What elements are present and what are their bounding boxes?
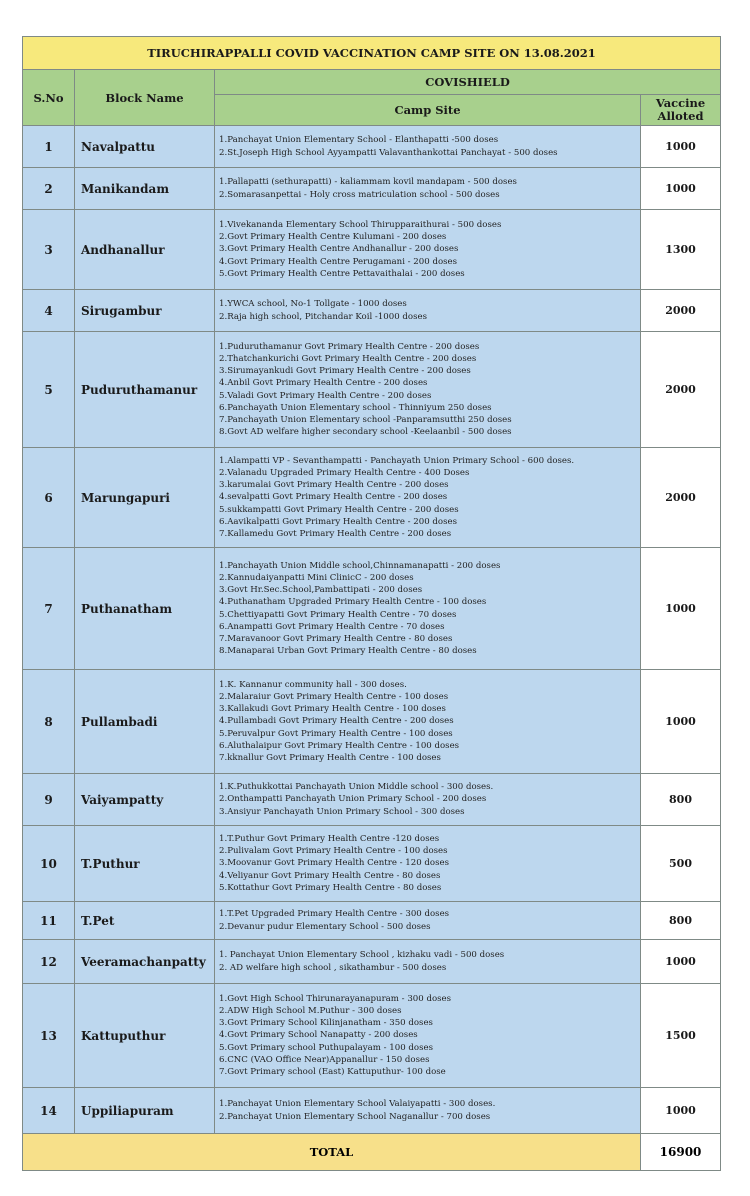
row-vaccine-alloted: 1000 [641, 940, 721, 984]
row-block-name: T.Puthur [75, 826, 215, 902]
camp-site-line: 4.Pullambadi Govt Primary Health Centre - 200 doses [219, 716, 454, 727]
camp-site-line: 2.Somarasanpettai - Holy cross matriculation school - 500 doses [219, 189, 500, 200]
header-camp-site: Camp Site [215, 95, 641, 126]
table-row [23, 332, 721, 448]
camp-site-table [22, 36, 721, 1171]
table-row [23, 902, 721, 940]
table-row [23, 548, 721, 670]
camp-site-line: 1.Alampatti VP - Sevanthampatti - Panchayath Union Primary School - 600 doses. [219, 456, 575, 467]
camp-site-line: 1.Puduruthamanur Govt Primary Health Centre - 200 doses [219, 342, 480, 353]
camp-site-line: 6.Panchayath Union Elementary school - Thinniyum 250 doses [219, 402, 492, 413]
row-camp-sites [215, 774, 641, 826]
row-sno: 1 [23, 126, 75, 168]
table-row [23, 168, 721, 210]
row-vaccine-alloted: 1000 [641, 1088, 721, 1134]
header-covishield: COVISHIELD [215, 70, 721, 95]
table-row [23, 984, 721, 1088]
row-camp-sites [215, 168, 641, 210]
camp-site-line: 4.sevalpatti Govt Primary Health Centre - 200 doses [219, 492, 448, 503]
row-vaccine-alloted: 1000 [641, 670, 721, 774]
row-vaccine-alloted: 2000 [641, 448, 721, 548]
camp-site-line: 1.Vivekananda Elementary School Thirupparaithurai - 500 doses [219, 220, 502, 231]
row-vaccine-alloted: 800 [641, 774, 721, 826]
camp-site-line: 6.Anampatti Govt Primary Health Centre - 70 doses [219, 621, 445, 632]
vaccination-camp-sheet [22, 36, 720, 1171]
camp-site-line: 3.Govt Primary School Kilinjanatham - 350 doses [219, 1018, 433, 1029]
camp-site-line: 1.T.Pet Upgraded Primary Health Centre - 300 doses [219, 909, 450, 920]
camp-site-line: 4.Govt Primary School Nanapatty - 200 doses [219, 1030, 418, 1041]
camp-site-line: 2.Pulivalam Govt Primary Health Centre - 100 doses [219, 846, 448, 857]
total-label: TOTAL [23, 1134, 641, 1171]
row-camp-sites [215, 826, 641, 902]
row-sno: 12 [23, 940, 75, 984]
row-camp-sites [215, 1088, 641, 1134]
camp-site-line: 5.sukkampatti Govt Primary Health Centre - 200 doses [219, 504, 459, 515]
camp-site-line: 5.Peruvalpur Govt Primary Health Centre - 100 doses [219, 728, 453, 739]
camp-site-line: 3.Govt Hr.Sec.School,Pambattipati - 200 doses [219, 585, 423, 596]
camp-site-line: 6.Aluthalaipur Govt Primary Health Centre - 100 doses [219, 740, 460, 751]
table-row [23, 1088, 721, 1134]
camp-site-line: 1.Panchayath Union Middle school,Chinnamanapatti - 200 doses [219, 561, 501, 572]
row-sno: 2 [23, 168, 75, 210]
camp-site-line: 2.Thatchankurichi Govt Primary Health Centre - 200 doses [219, 354, 477, 365]
header-vaccine-alloted: Vaccine Alloted [641, 95, 721, 126]
table-row [23, 940, 721, 984]
table-row [23, 210, 721, 290]
row-camp-sites [215, 548, 641, 670]
camp-site-line: 7.kknallur Govt Primary Health Centre - 100 doses [219, 752, 441, 763]
row-block-name: Vaiyampatty [75, 774, 215, 826]
camp-site-line: 2.Malaraiur Govt Primary Health Centre - 100 doses [219, 692, 449, 703]
row-sno: 9 [23, 774, 75, 826]
row-block-name: Veeramachanpatty [75, 940, 215, 984]
row-vaccine-alloted: 1000 [641, 168, 721, 210]
camp-site-line: 4.Govt Primary Health Centre Perugamani - 200 doses [219, 256, 458, 267]
camp-site-line: 1.YWCA school, No-1 Tollgate - 1000 doses [219, 299, 407, 310]
camp-site-line: 2.Govt Primary Health Centre Kulumani - 200 doses [219, 232, 447, 243]
row-sno: 8 [23, 670, 75, 774]
row-sno: 14 [23, 1088, 75, 1134]
row-block-name: Navalpattu [75, 126, 215, 168]
total-row [23, 1134, 721, 1171]
camp-site-line: 1.Panchayat Union Elementary School - Elanthapatti -500 doses [219, 135, 499, 146]
camp-site-line: 2.Onthampatti Panchayath Union Primary School - 200 doses [219, 794, 487, 805]
row-camp-sites [215, 940, 641, 984]
row-camp-sites [215, 448, 641, 548]
camp-site-line: 1.T.Puthur Govt Primary Health Centre -120 doses [219, 834, 440, 845]
camp-site-line: 1.K.Puthukkottai Panchayath Union Middle school - 300 doses. [219, 782, 494, 793]
camp-site-line: 3.Govt Primary Health Centre Andhanallur - 200 doses [219, 244, 459, 255]
camp-site-line: 2.St.Joseph High School Ayyampatti Valavanthankottai Panchayat - 500 doses [219, 147, 558, 158]
row-vaccine-alloted: 1500 [641, 984, 721, 1088]
table-row [23, 290, 721, 332]
camp-site-line: 2.Panchayat Union Elementary School Naganallur - 700 doses [219, 1111, 491, 1122]
row-camp-sites [215, 210, 641, 290]
camp-site-line: 1.Govt High School Thirunarayanapuram - 300 doses [219, 994, 452, 1005]
camp-site-line: 1.Pallapatti (sethurapatti) - kaliammam kovil mandapam - 500 doses [219, 177, 517, 188]
row-block-name: Uppiliapuram [75, 1088, 215, 1134]
camp-site-line: 2.ADW High School M.Puthur - 300 doses [219, 1006, 402, 1017]
row-camp-sites [215, 290, 641, 332]
row-camp-sites [215, 670, 641, 774]
camp-site-line: 6.Aavikalpatti Govt Primary Health Centre - 200 doses [219, 516, 458, 527]
camp-site-line: 8.Manaparai Urban Govt Primary Health Centre - 80 doses [219, 645, 477, 656]
header-block-name: Block Name [75, 70, 215, 126]
camp-site-line: 5.Kottathur Govt Primary Health Centre - 80 doses [219, 882, 442, 893]
camp-site-line: 6.CNC (VAO Office Near)Appanallur - 150 doses [219, 1054, 430, 1065]
camp-site-line: 3.Sirumayankudi Govt Primary Health Centre - 200 doses [219, 366, 471, 377]
camp-site-line: 1. Panchayat Union Elementary School , kizhaku vadi - 500 doses [219, 950, 505, 961]
camp-site-line: 7.Kallamedu Govt Primary Health Centre - 200 doses [219, 528, 452, 539]
camp-site-line: 1.K. Kannanur community hall - 300 doses. [219, 680, 407, 691]
camp-site-line: 7.Panchayath Union Elementary school -Panparamsutthi 250 doses [219, 414, 512, 425]
camp-site-line: 3.Kallakudi Govt Primary Health Centre - 100 doses [219, 704, 446, 715]
camp-site-line: 7.Maravanoor Govt Primary Health Centre - 80 doses [219, 633, 453, 644]
table-row [23, 670, 721, 774]
sheet-title: TIRUCHIRAPPALLI COVID VACCINATION CAMP SITE ON 13.08.2021 [23, 37, 721, 70]
row-vaccine-alloted: 2000 [641, 290, 721, 332]
camp-site-line: 5.Chettiyapatti Govt Primary Health Centre - 70 doses [219, 609, 457, 620]
row-camp-sites [215, 902, 641, 940]
row-block-name: Puthanatham [75, 548, 215, 670]
camp-site-line: 3.karumalai Govt Primary Health Centre - 200 doses [219, 480, 449, 491]
camp-site-line: 5.Govt Primary Health Centre Pettavaithalai - 200 doses [219, 268, 465, 279]
row-block-name: Manikandam [75, 168, 215, 210]
row-sno: 7 [23, 548, 75, 670]
row-block-name: T.Pet [75, 902, 215, 940]
camp-site-line: 4.Veliyanur Govt Primary Health Centre - 80 doses [219, 870, 441, 881]
table-row [23, 774, 721, 826]
camp-site-line: 2. AD welfare high school , sikathambur - 500 doses [219, 962, 447, 973]
table-row [23, 126, 721, 168]
row-block-name: Pullambadi [75, 670, 215, 774]
row-block-name: Andhanallur [75, 210, 215, 290]
row-vaccine-alloted: 1000 [641, 126, 721, 168]
row-vaccine-alloted: 500 [641, 826, 721, 902]
row-sno: 3 [23, 210, 75, 290]
row-block-name: Kattuputhur [75, 984, 215, 1088]
header-sno: S.No [23, 70, 75, 126]
camp-site-line: 2.Devanur pudur Elementary School - 500 doses [219, 921, 431, 932]
camp-site-line: 4.Puthanatham Upgraded Primary Health Centre - 100 doses [219, 597, 487, 608]
row-sno: 11 [23, 902, 75, 940]
row-block-name: Sirugambur [75, 290, 215, 332]
row-sno: 5 [23, 332, 75, 448]
total-value: 16900 [641, 1134, 721, 1171]
row-sno: 10 [23, 826, 75, 902]
camp-site-line: 3.Moovanur Govt Primary Health Centre - 120 doses [219, 858, 450, 869]
camp-site-line: 2.Valanadu Upgraded Primary Health Centre - 400 Doses [219, 468, 470, 479]
row-vaccine-alloted: 2000 [641, 332, 721, 448]
camp-site-line: 2.Kannudaiyanpatti Mini ClinicC - 200 doses [219, 573, 414, 584]
table-row [23, 826, 721, 902]
camp-site-line: 3.Ansiyur Panchayath Union Primary School - 300 doses [219, 806, 465, 817]
row-sno: 6 [23, 448, 75, 548]
table-row [23, 448, 721, 548]
camp-site-line: 2.Raja high school, Pitchandar Koil -1000 doses [219, 311, 428, 322]
row-camp-sites [215, 332, 641, 448]
row-block-name: Puduruthamanur [75, 332, 215, 448]
camp-site-line: 1.Panchayat Union Elementary School Valaiyapatti - 300 doses. [219, 1099, 496, 1110]
row-vaccine-alloted: 1000 [641, 548, 721, 670]
row-camp-sites [215, 984, 641, 1088]
row-camp-sites [215, 126, 641, 168]
row-sno: 4 [23, 290, 75, 332]
row-block-name: Marungapuri [75, 448, 215, 548]
camp-site-line: 8.Govt AD welfare higher secondary school -Keelaanbil - 500 doses [219, 426, 512, 437]
camp-site-line: 5.Valadi Govt Primary Health Centre - 200 doses [219, 390, 432, 401]
camp-site-line: 4.Anbil Govt Primary Health Centre - 200 doses [219, 378, 428, 389]
camp-site-line: 7.Govt Primary school (East) Kattuputhur- 100 dose [219, 1066, 446, 1077]
row-vaccine-alloted: 800 [641, 902, 721, 940]
row-vaccine-alloted: 1300 [641, 210, 721, 290]
camp-site-line: 5.Govt Primary school Puthupalayam - 100 doses [219, 1042, 434, 1053]
row-sno: 13 [23, 984, 75, 1088]
